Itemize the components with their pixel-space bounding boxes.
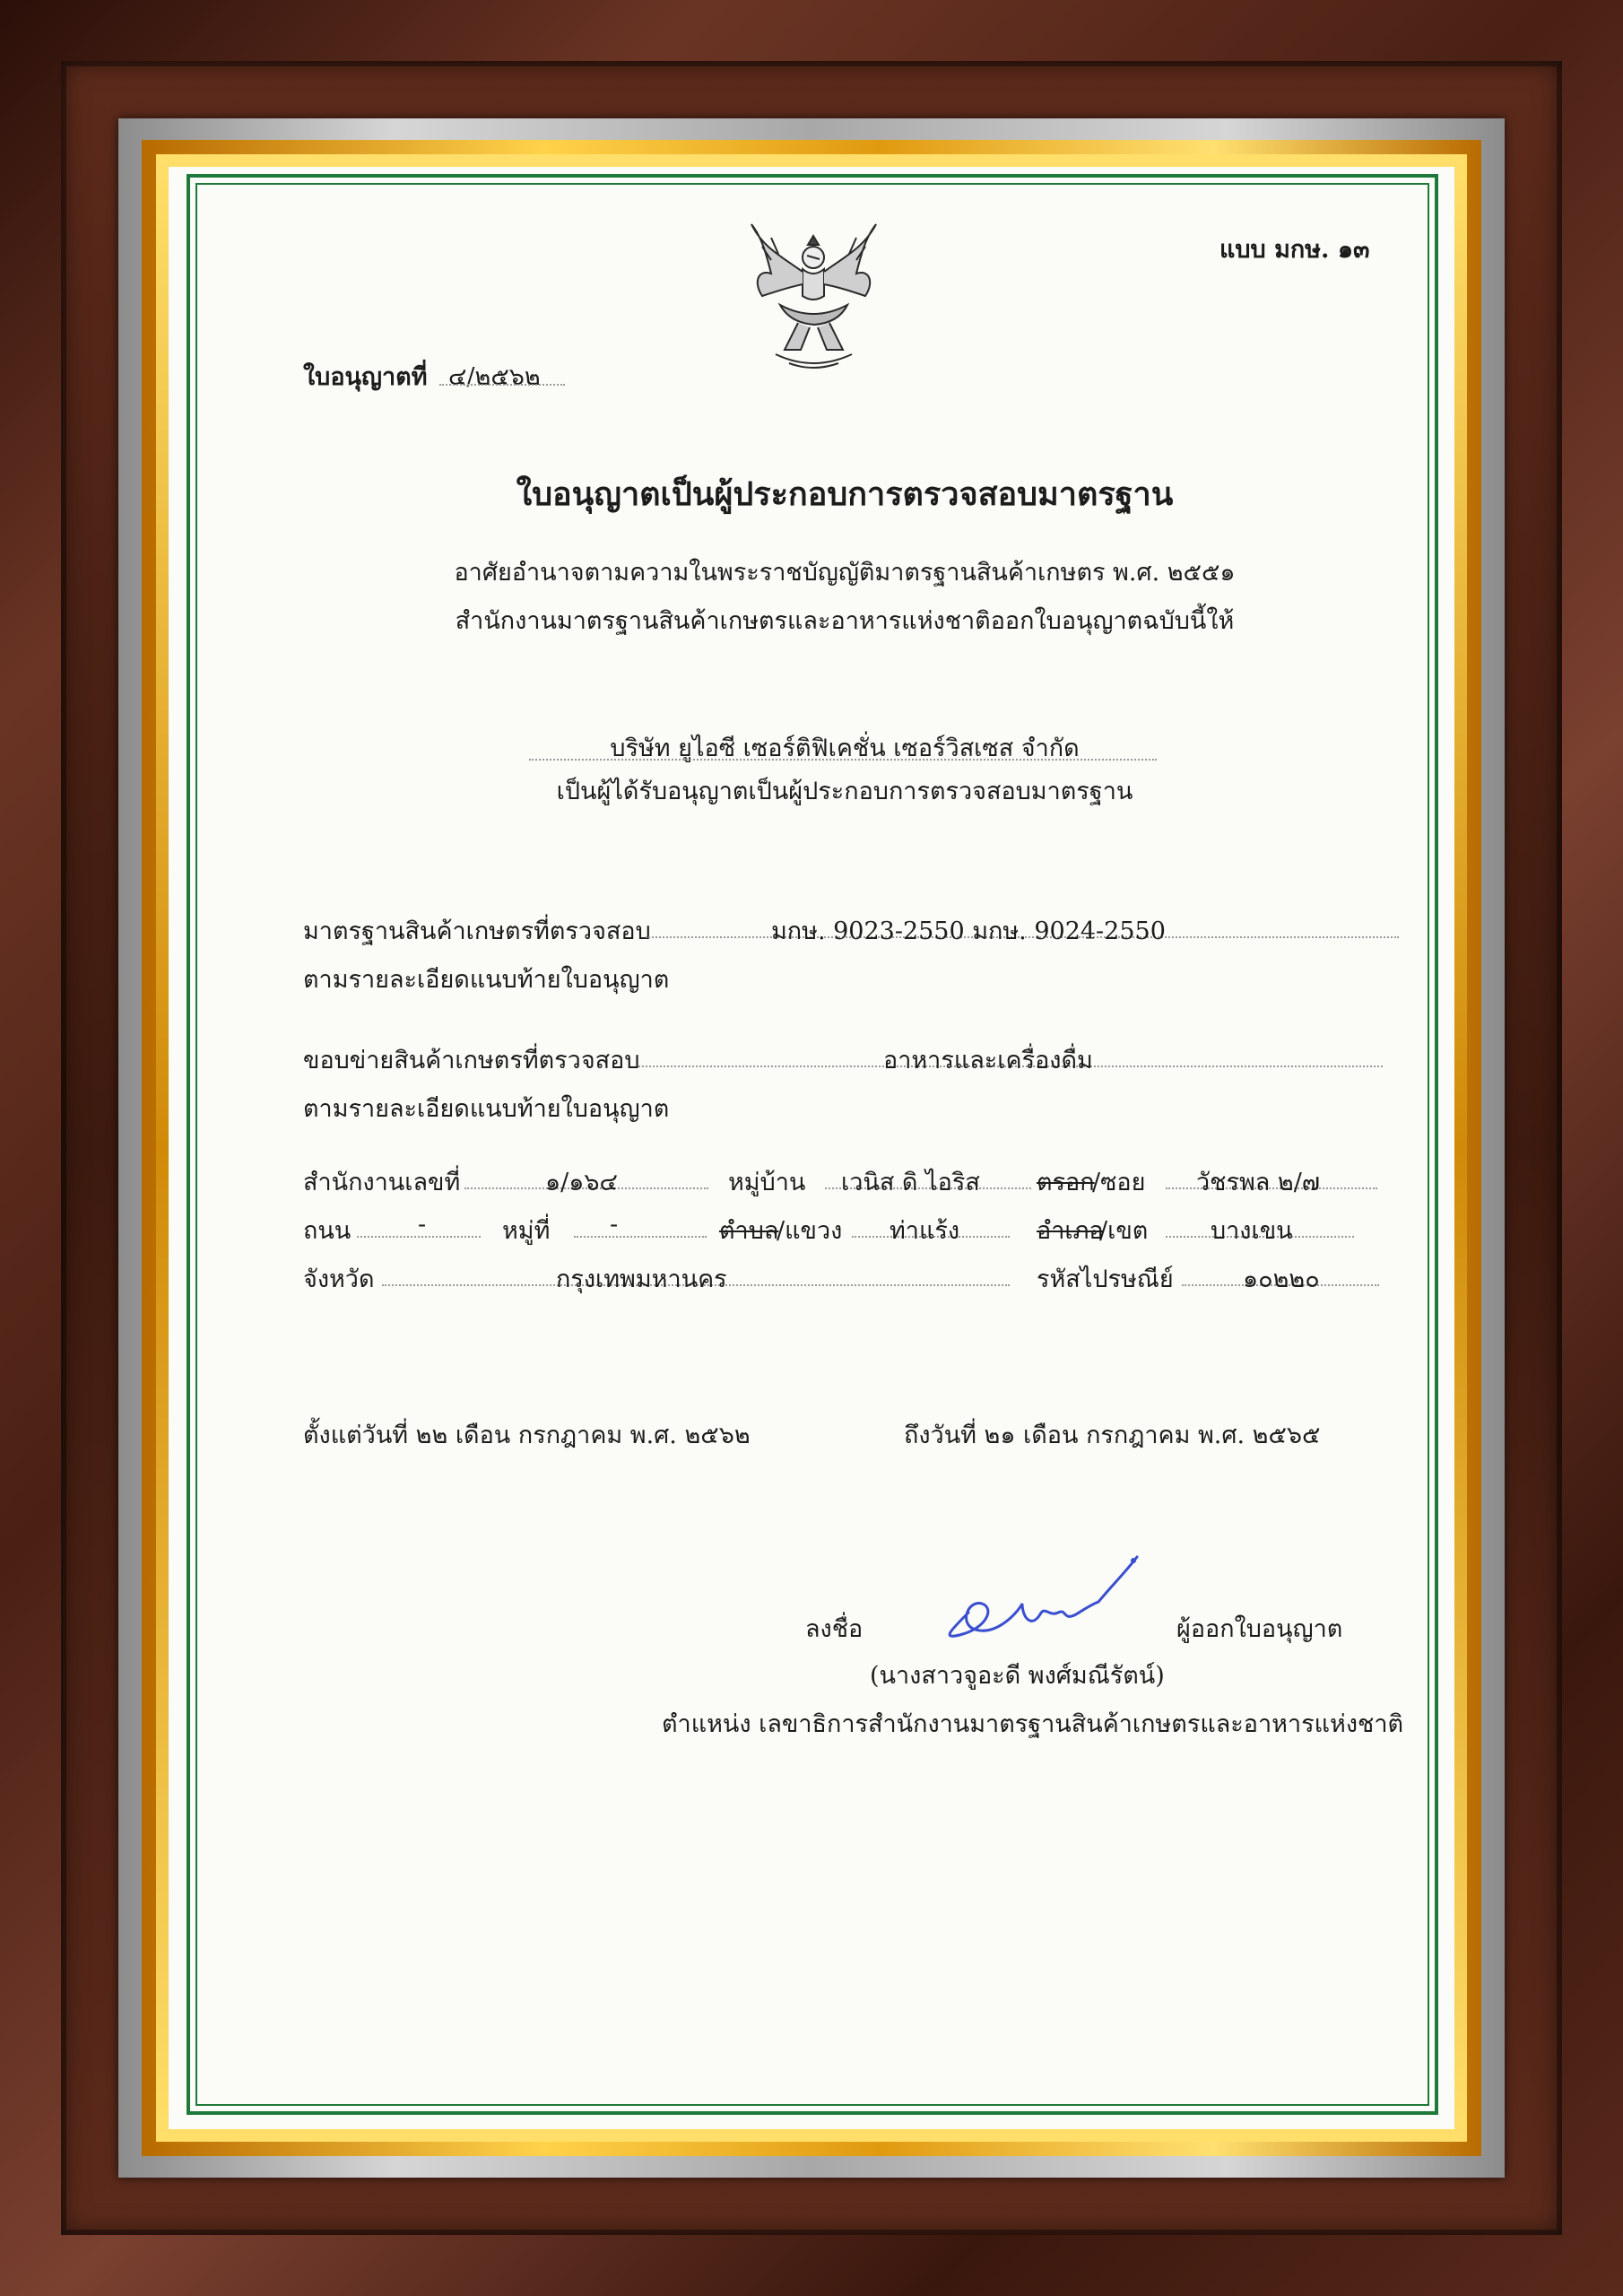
form-code: แบบ มกษ. ๑๓: [1219, 236, 1370, 264]
issuer-position: ตำแหน่ง เลขาธิการสำนักงานมาตรฐานสินค้าเกษตรและอาหารแห่งชาติ: [662, 1710, 1404, 1738]
license-number: ๔/๒๕๖๒: [448, 363, 541, 391]
postcode: ๑๐๒๒๐: [1243, 1265, 1320, 1293]
standards-value: มกษ. 9023-2550 มกษ. 9024-2550: [771, 918, 1166, 945]
issuer-name: (นางสาวจูอะดี พงศ์มณีรัตน์): [870, 1662, 1165, 1690]
certificate-border: [187, 174, 1438, 2115]
postcode-label: รหัสไปรษณีย์: [1037, 1265, 1174, 1293]
scope-note: ตามรายละเอียดแนบท้ายใบอนุญาต: [303, 1095, 670, 1123]
village-label: หมู่บ้าน: [728, 1169, 806, 1196]
moo: -: [610, 1211, 619, 1239]
province-label: จังหวัด: [303, 1265, 375, 1293]
subdistrict-label: /แขวง: [777, 1217, 843, 1245]
certificate-title: ใบอนุญาตเป็นผู้ประกอบการตรวจสอบมาตรฐาน: [516, 475, 1174, 513]
subdistrict: ท่าแร้ง: [890, 1217, 960, 1245]
valid-to: ถึงวันที่ ๒๑ เดือน กรกฎาคม พ.ศ. ๒๕๖๕: [904, 1422, 1321, 1449]
district-label-struck: อำเภอ: [1037, 1217, 1104, 1245]
office-no: ๑/๑๖๔: [545, 1169, 618, 1196]
road-label: ถนน: [303, 1217, 352, 1245]
district: บางเขน: [1211, 1217, 1293, 1245]
authority-line-2: สำนักงานมาตรฐานสินค้าเกษตรและอาหารแห่งชาติออกใบอนุญาตฉบับนี้ให้: [455, 607, 1235, 635]
standards-note: ตามรายละเอียดแนบท้ายใบอนุญาต: [303, 966, 670, 994]
office-no-label: สำนักงานเลขที่: [303, 1169, 461, 1196]
authority-line-1: อาศัยอำนาจตามความในพระราชบัญญัติมาตรฐานสินค้าเกษตร พ.ศ. ๒๕๕๑: [454, 559, 1236, 587]
licensee-statement: เป็นผู้ได้รับอนุญาตเป็นผู้ประกอบการตรวจสอบมาตรฐาน: [556, 778, 1133, 805]
license-number-label: ใบอนุญาตที่: [303, 363, 428, 391]
licensee-name: บริษัท ยูไอซี เซอร์ติฟิเคชั่น เซอร์วิสเซส จำกัด: [610, 735, 1080, 762]
alley: วัชรพล ๒/๗: [1196, 1169, 1321, 1196]
scope-label: ขอบข่ายสินค้าเกษตรที่ตรวจสอบ: [303, 1047, 640, 1074]
province: กรุงเทพมหานคร: [556, 1265, 727, 1293]
moo-label: หมู่ที่: [502, 1217, 551, 1245]
alley-label-struck: ตรอก: [1037, 1169, 1095, 1196]
scope-value: อาหารและเครื่องดื่ม: [883, 1047, 1093, 1074]
handwritten-signature: [933, 1550, 1148, 1648]
valid-from: ตั้งแต่วันที่ ๒๒ เดือน กรกฎาคม พ.ศ. ๒๕๖๒: [303, 1422, 751, 1449]
sign-label: ลงชื่อ: [805, 1615, 864, 1643]
district-label: /เขต: [1099, 1217, 1149, 1245]
issuer-label: ผู้ออกใบอนุญาต: [1176, 1615, 1343, 1643]
village: เวนิส ดิ ไอริส: [841, 1169, 980, 1196]
standards-label: มาตรฐานสินค้าเกษตรที่ตรวจสอบ: [303, 918, 651, 945]
subdistrict-label-struck: ตำบล: [719, 1217, 779, 1245]
alley-label: /ซอย: [1092, 1169, 1146, 1196]
garuda-emblem-icon: [744, 220, 883, 372]
road: -: [418, 1211, 427, 1239]
